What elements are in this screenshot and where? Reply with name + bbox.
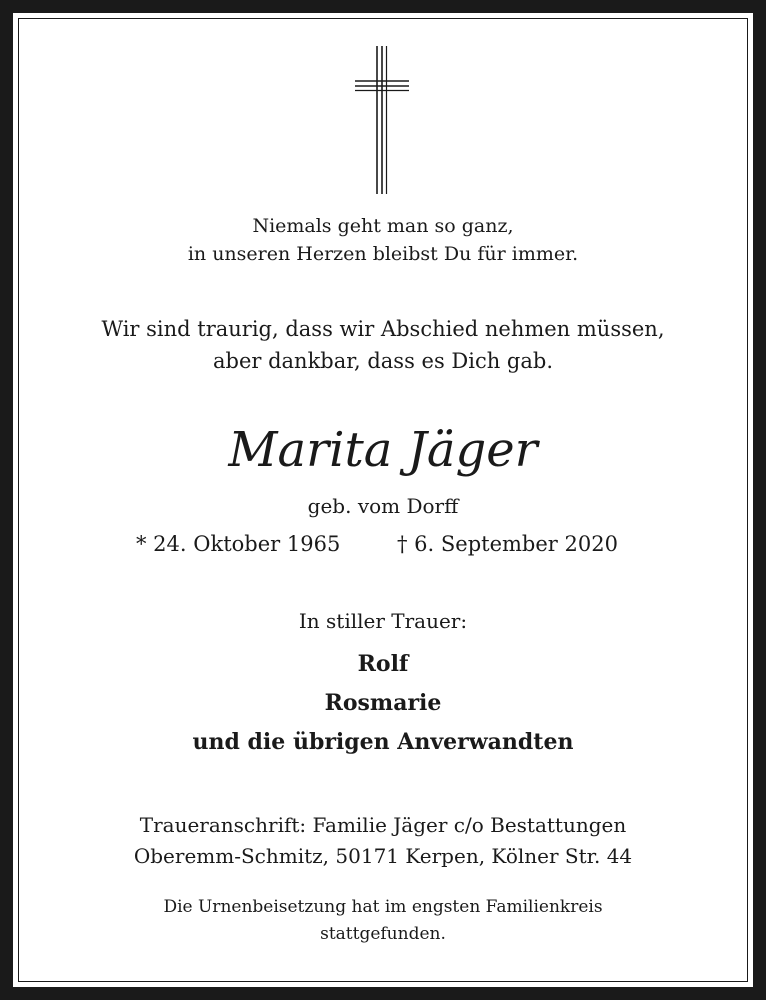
verse-line-1: Niemals geht man so ganz, bbox=[252, 215, 514, 237]
deceased-name: Marita Jäger bbox=[228, 422, 538, 478]
address-line-1: Traueranschrift: Familie Jäger c/o Bestattungen bbox=[139, 813, 627, 837]
verse-line-2: in unseren Herzen bleibst Du für immer. bbox=[187, 243, 579, 265]
birth-name: geb. vom Dorff bbox=[307, 494, 459, 518]
mourning-intro: In stiller Trauer: bbox=[298, 609, 468, 633]
address-line-2: Oberemm-Schmitz, 50171 Kerpen, Kölner Str. 44 bbox=[133, 844, 633, 868]
motto-line-2: aber dankbar, dass es Dich gab. bbox=[212, 349, 554, 373]
note-line-1: Die Urnenbeisetzung hat im engsten Familienkreis bbox=[163, 897, 603, 917]
note-line-2: stattgefunden. bbox=[320, 924, 446, 944]
mourner-name: Rolf bbox=[357, 651, 409, 677]
mourner-relatives: und die übrigen Anverwandten bbox=[192, 729, 574, 755]
cross-icon bbox=[353, 44, 411, 196]
birth-date: * 24. Oktober 1965 bbox=[136, 532, 341, 556]
mourner-name: Rosmarie bbox=[324, 690, 442, 716]
death-date: † 6. September 2020 bbox=[397, 532, 618, 556]
motto-line-1: Wir sind traurig, dass wir Abschied nehmen müssen, bbox=[101, 317, 665, 341]
